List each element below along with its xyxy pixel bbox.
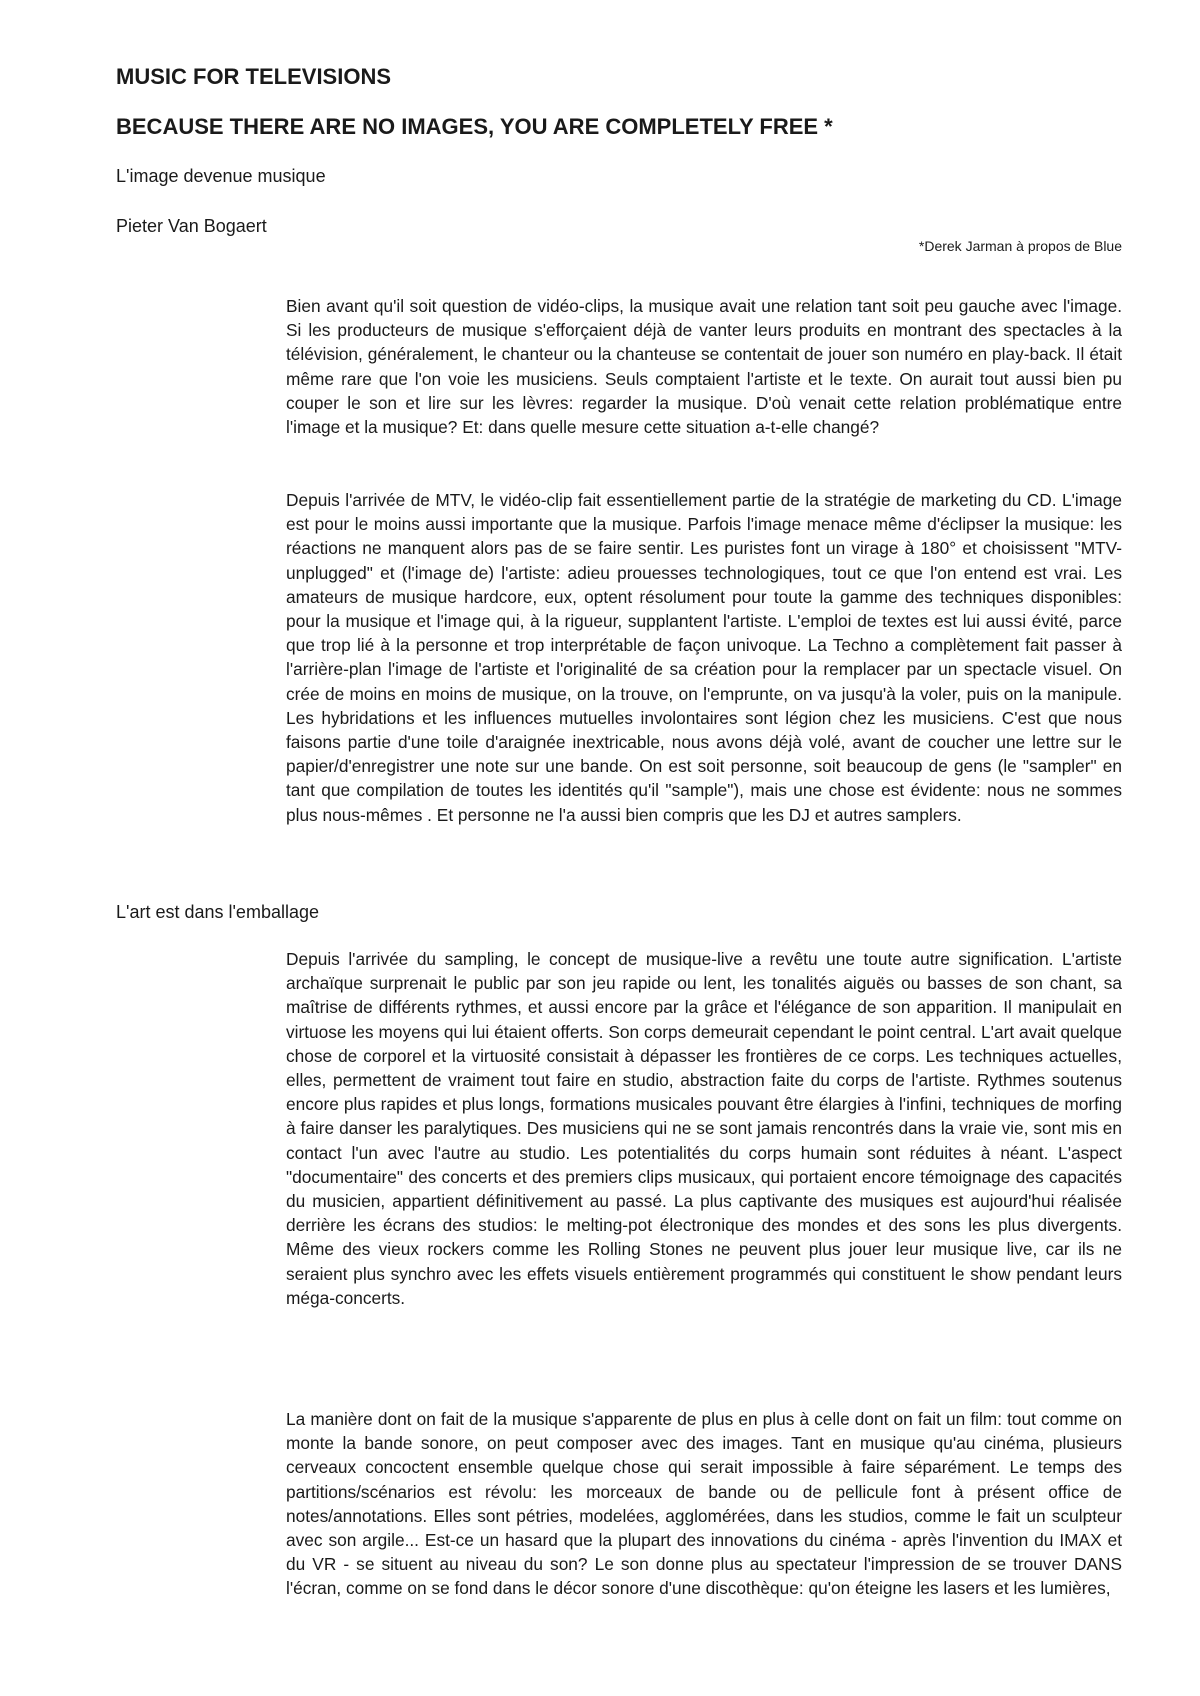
author-name: Pieter Van Bogaert [116,216,267,236]
document-subtitle: L'image devenue musique [116,166,326,186]
document-title: MUSIC FOR TELEVISIONS [116,64,392,89]
body-paragraph-4: La manière dont on fait de la musique s'apparente de plus en plus à celle dont on fait un film: tout comme on monte la bande sonore, on peut composer avec des images. Tant en musique qu'au cinéma, plusieurs cerveaux concoctent ensemble quelque chose qui serait impossible à faire séparément. Le temps des partitions/scénarios est révolu: les morceaux de bande ou de pellicule font à présent office de notes/annotations. Elles sont pétries, modelées, agglomérées, dans les studios, comme le fait un sculpteur avec son argile... Est-ce un hasard que la plupart des innovations du cinéma - après l'invention du IMAX et du VR - se situent au niveau du son? Le son donne plus au spectateur l'impression de se trouver DANS l'écran, comme on se fond dans le décor sonore d'une discothèque: qu'on éteigne les lasers et les lumières, [286,1409,1122,1599]
body-paragraph-3: Depuis l'arrivée du sampling, le concept de musique-live a revêtu une toute autre signification. L'artiste archaïque surprenait le public par son jeu rapide ou lent, les tonalités aiguës ou basses de son chant, sa maîtrise de différents rythmes, et aussi encore par la grâce et l'élégance de son apparition. Il manipulait en virtuose les moyens qui lui étaient offerts. Son corps demeurait cependant le point central. L'art avait quelque chose de corporel et la virtuosité consistait à dépasser les frontières de ce corps. Les techniques actuelles, elles, permettent de vraiment tout faire en studio, abstraction faite du corps de l'artiste. Rythmes soutenus encore plus rapides et plus longs, formations musicales pouvant être élargies à l'infini, techniques de morfing à faire danser les paralytiques. Des musiciens qui ne se sont jamais rencontrés dans la vraie vie, sont mis en contact l'un avec l'autre au studio. Les potentialités du corps humain sont réduites à néant. L'aspect "documentaire" des concerts et des premiers clips musicaux, qui portaient encore témoignage des capacités du musicien, appartient définitivement au passé. La plus captivante des musiques est aujourd'hui réalisée derrière les écrans des studios: le melting-pot électronique des mondes et des sons les plus divergents. Même des vieux rockers comme les Rolling Stones ne peuvent plus jouer leur musique live, car ils ne seraient plus synchro avec les effets visuels entièrement programmés qui constituent le show pendant leurs méga-concerts. [286,949,1122,1308]
document-subtitle-caps: BECAUSE THERE ARE NO IMAGES, YOU ARE COMPLETELY FREE * [116,114,833,139]
body-paragraph-2: Depuis l'arrivée de MTV, le vidéo-clip fait essentiellement partie de la stratégie de marketing du CD. L'image est pour le moins aussi importante que la musique. Parfois l'image menace même d'éclipser la musique: les réactions ne manquent alors pas de se faire sentir. Les puristes font un virage à 180° et choisissent "MTV-unplugged" et (l'image de) l'artiste: adieu prouesses technologiques, tout ce que l'on entend est vrai. Les amateurs de musique hardcore, eux, optent résolument pour toute la gamme des techniques disponibles: pour la musique et l'image qui, à la rigueur, supplantent l'artiste. L'emploi de textes est lui aussi évité, parce que trop lié à la personne et trop interprétable de façon univoque. La Techno a complètement fait passer à l'arrière-plan l'image de l'artiste et l'originalité de sa création pour la remplacer par un spectacle visuel. On crée de moins en moins de musique, on la trouve, on l'emprunte, on va jusqu'à la voler, puis on la manipule. Les hybridations et les influences mutuelles involontaires sont légion chez les musiciens. C'est que nous faisons partie d'une toile d'araignée inextricable, nous avons déjà volé, avant de coucher une lettre sur le papier/d'enregistrer une note sur une bande. On est soit personne, soit beaucoup de gens (le "sampler" en tant que compilation de toutes les identités qu'il "sample"), mais une chose est évidente: nous ne sommes plus nous-mêmes . Et personne ne l'a aussi bien compris que les DJ et autres samplers. [286,490,1122,825]
body-paragraph-1: Bien avant qu'il soit question de vidéo-clips, la musique avait une relation tant soit peu gauche avec l'image. Si les producteurs de musique s'efforçaient déjà de vanter leurs produits en montrant des spectacles à la télévision, généralement, le chanteur ou la chanteuse se contentait de jouer son numéro en play-back. Il était même rare que l'on voie les musiciens. Seuls comptaient l'artiste et le texte. On aurait tout aussi bien pu couper le son et lire sur les lèvres: regarder la musique. D'où venait cette relation problématique entre l'image et la musique? Et: dans quelle mesure cette situation a-t-elle changé? [286,296,1122,438]
section-heading: L'art est dans l'emballage [116,902,319,922]
epigraph-note: *Derek Jarman à propos de Blue [918,238,1122,254]
